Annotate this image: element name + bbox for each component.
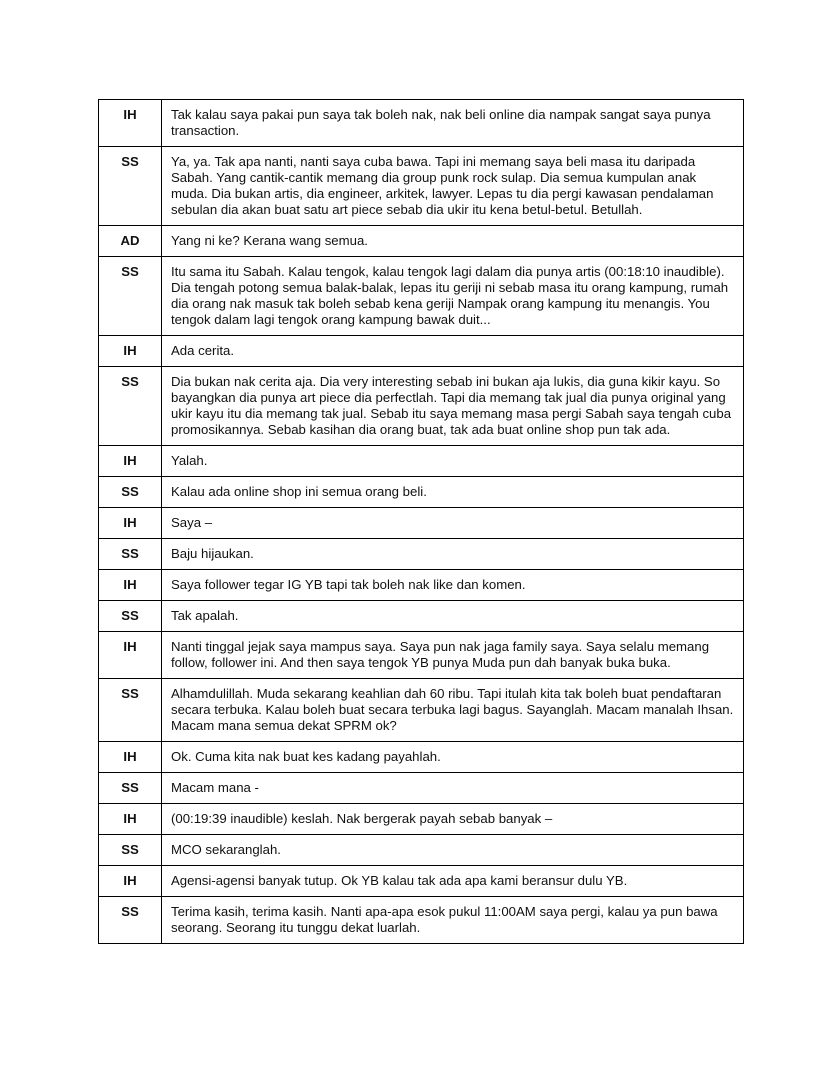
utterance-text: Alhamdulillah. Muda sekarang keahlian dah 60 ribu. Tapi itulah kita tak boleh buat pendaftaran secara terbuka. Kalau boleh buat secara terbuka lagi bagus. Sayanglah. Macam manalah Ihsan. Macam mana semua dekat SPRM ok?	[162, 679, 744, 742]
utterance-text: Macam mana -	[162, 773, 744, 804]
utterance-text: Ok. Cuma kita nak buat kes kadang payahlah.	[162, 742, 744, 773]
transcript-row	[99, 539, 744, 570]
utterance-text: Baju hijaukan.	[162, 539, 744, 570]
utterance-text: Saya follower tegar IG YB tapi tak boleh nak like dan komen.	[162, 570, 744, 601]
transcript-row	[99, 147, 744, 226]
transcript-row	[99, 773, 744, 804]
transcript-row	[99, 570, 744, 601]
utterance-text: Terima kasih, terima kasih. Nanti apa-apa esok pukul 11:00AM saya pergi, kalau ya pun bawa seorang. Seorang itu tunggu dekat luarlah.	[162, 897, 744, 944]
transcript-row	[99, 897, 744, 944]
transcript-row	[99, 601, 744, 632]
speaker-code: SS	[99, 257, 162, 336]
utterance-text: Yalah.	[162, 446, 744, 477]
transcript-row	[99, 226, 744, 257]
transcript-row	[99, 477, 744, 508]
speaker-code: AD	[99, 226, 162, 257]
speaker-code: SS	[99, 773, 162, 804]
transcript-table	[98, 99, 744, 944]
speaker-code: IH	[99, 446, 162, 477]
transcript-row	[99, 835, 744, 866]
speaker-code: SS	[99, 835, 162, 866]
utterance-text: Yang ni ke? Kerana wang semua.	[162, 226, 744, 257]
utterance-text: Ada cerita.	[162, 336, 744, 367]
utterance-text: Dia bukan nak cerita aja. Dia very interesting sebab ini bukan aja lukis, dia guna kikir kayu. So bayangkan dia punya art piece dia perfectlah. Tapi dia memang tak jual dia punya original yang ukir kayu itu dia memang tak jual. Sebab itu saya memang masa pergi Sabah saya tengah cuba promosikannya. Sebab kasihan dia orang buat, tak ada buat online shop pun tak ada.	[162, 367, 744, 446]
utterance-text: Kalau ada online shop ini semua orang beli.	[162, 477, 744, 508]
speaker-code: SS	[99, 367, 162, 446]
utterance-text: Ya, ya. Tak apa nanti, nanti saya cuba bawa. Tapi ini memang saya beli masa itu daripada Sabah. Yang cantik-cantik memang dia group punk rock sulap. Dia semua kumpulan anak muda. Dia bukan artis, dia engineer, arkitek, lawyer. Lepas tu dia pergi kawasan pendalaman sebulan dia akan buat satu art piece sebab dia ukir itu kena betul-betul. Betullah.	[162, 147, 744, 226]
speaker-code: SS	[99, 679, 162, 742]
utterance-text: Tak apalah.	[162, 601, 744, 632]
transcript-row	[99, 679, 744, 742]
speaker-code: IH	[99, 742, 162, 773]
utterance-text: Nanti tinggal jejak saya mampus saya. Saya pun nak jaga family saya. Saya selalu memang follow, follower ini. And then saya tengok YB punya Muda pun dah banyak buka buka.	[162, 632, 744, 679]
speaker-code: SS	[99, 539, 162, 570]
speaker-code: IH	[99, 866, 162, 897]
speaker-code: SS	[99, 601, 162, 632]
transcript-row	[99, 508, 744, 539]
transcript-row	[99, 100, 744, 147]
utterance-text: Tak kalau saya pakai pun saya tak boleh nak, nak beli online dia nampak sangat saya punya transaction.	[162, 100, 744, 147]
speaker-code: IH	[99, 100, 162, 147]
utterance-text: (00:19:39 inaudible) keslah. Nak bergerak payah sebab banyak –	[162, 804, 744, 835]
transcript-row	[99, 446, 744, 477]
speaker-code: SS	[99, 147, 162, 226]
transcript-row	[99, 742, 744, 773]
transcript-body	[99, 100, 744, 944]
speaker-code: SS	[99, 477, 162, 508]
transcript-row	[99, 866, 744, 897]
transcript-row	[99, 257, 744, 336]
utterance-text: Saya –	[162, 508, 744, 539]
speaker-code: IH	[99, 336, 162, 367]
transcript-row	[99, 367, 744, 446]
speaker-code: IH	[99, 632, 162, 679]
speaker-code: IH	[99, 570, 162, 601]
speaker-code: SS	[99, 897, 162, 944]
utterance-text: MCO sekaranglah.	[162, 835, 744, 866]
utterance-text: Itu sama itu Sabah. Kalau tengok, kalau tengok lagi dalam dia punya artis (00:18:10 inaudible). Dia tengah potong semua balak-balak, lepas itu geriji ni sebab masa itu orang kampung, rumah dia orang nak masuk tak boleh sebab kena geriji Nampak orang kampung itu menangis. You tengok dalam lagi tengok orang kampung bawak duit...	[162, 257, 744, 336]
transcript-row	[99, 336, 744, 367]
transcript-row	[99, 804, 744, 835]
speaker-code: IH	[99, 804, 162, 835]
utterance-text: Agensi-agensi banyak tutup. Ok YB kalau tak ada apa kami beransur dulu YB.	[162, 866, 744, 897]
speaker-code: IH	[99, 508, 162, 539]
transcript-row	[99, 632, 744, 679]
